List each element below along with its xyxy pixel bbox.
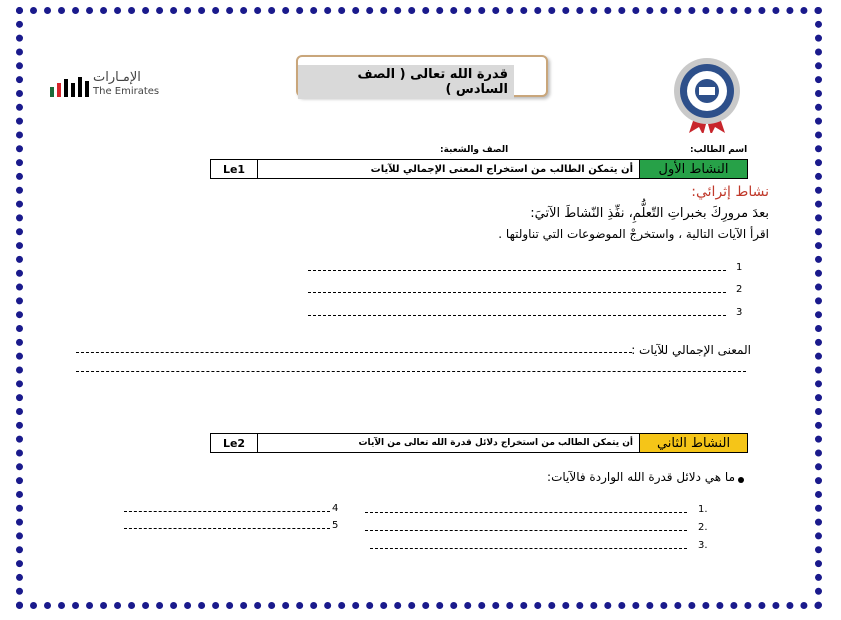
activity1-label: النشاط الأول: [639, 160, 747, 178]
answer2-number-3: 3.: [698, 540, 708, 551]
answer-line-2[interactable]: [308, 292, 726, 293]
logo-arabic-text: الإمـارات: [93, 70, 141, 85]
answer2-line-3[interactable]: [370, 548, 687, 549]
question2-text: ما هي دلائل قدرة الله الواردة فالآيات:: [547, 470, 735, 484]
activity1-objective: أن يتمكن الطالب من استخراج المعنى الإجمالي للآيات: [257, 160, 639, 178]
answer2-number-1: 1.: [698, 504, 708, 515]
answer2-number-4: 4: [332, 503, 339, 514]
emirates-logo-icon: [50, 73, 94, 97]
answer2-line-1[interactable]: [365, 512, 687, 513]
answer-number-1: 1: [736, 262, 743, 273]
answer2-line-2[interactable]: [365, 530, 687, 531]
bullet-icon: [738, 477, 744, 483]
answer2-number-5: 5: [332, 520, 339, 531]
logo-english-text: The Emirates: [93, 86, 160, 97]
meaning-line-2[interactable]: [76, 371, 746, 372]
answer-number-2: 2: [736, 284, 743, 295]
answer-number-3: 3: [736, 307, 743, 318]
answer2-line-4[interactable]: [124, 511, 330, 512]
answer2-line-5[interactable]: [124, 528, 330, 529]
student-name-label: اسم الطالب:: [690, 145, 748, 155]
warmup-line2: اقرأ الآيات التالية ، واستخرجْ الموضوعات التي تناولتها .: [498, 227, 769, 241]
page-title: قدرة الله تعالى ( الصف السادس ): [298, 65, 514, 99]
activity2-objective: أن يتمكن الطالب من استخراج دلائل قدرة الله تعالى من الآيات: [257, 434, 639, 452]
meaning-label: المعنى الإجمالي للآيات :: [631, 343, 751, 357]
warmup-heading: نشاط إثرائي:: [691, 184, 769, 200]
answer-line-1[interactable]: [308, 270, 726, 271]
class-label: الصف والشعبة:: [440, 145, 509, 155]
meaning-line-1[interactable]: [76, 352, 632, 353]
activity2-code: Le2: [222, 436, 246, 450]
activity2-label: النشاط الثاني: [639, 434, 747, 452]
answer-line-3[interactable]: [308, 315, 726, 316]
warmup-line1: بعدَ مرورِكَ بخبراتِ التّعلُّمِ، نفِّذِ النّشاطَ الآتيَ:: [530, 206, 769, 221]
answer2-number-2: 2.: [698, 522, 708, 533]
activity1-code: Le1: [222, 162, 246, 176]
title-box: [296, 55, 548, 97]
activity1-row: [210, 159, 748, 179]
activity2-row: [210, 433, 748, 453]
school-seal-icon: [669, 57, 745, 133]
